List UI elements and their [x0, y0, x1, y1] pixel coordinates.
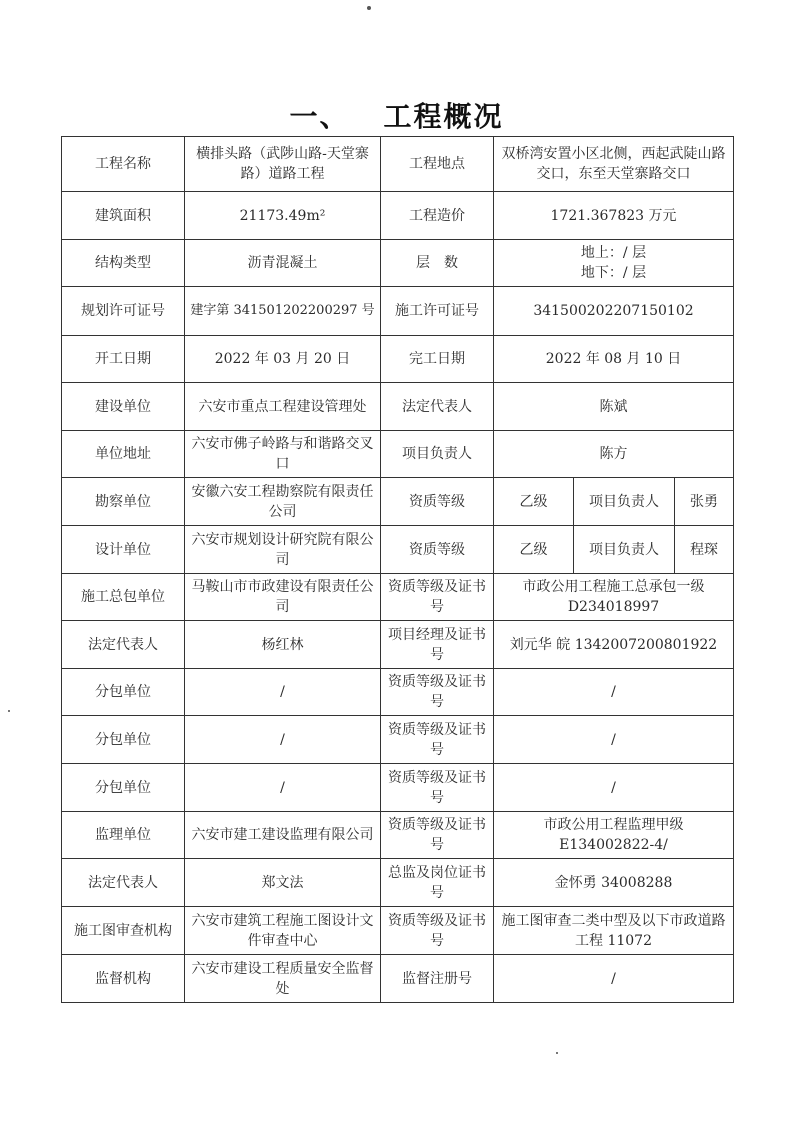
table-row: [62, 716, 734, 764]
field-label: 完工日期: [381, 336, 494, 383]
table-row: [62, 621, 734, 669]
field-label: 资质等级: [381, 526, 494, 574]
field-value: 双桥湾安置小区北侧，西起武陡山路交口，东至天堂寨路交口: [494, 137, 734, 192]
field-label: 建设单位: [62, 383, 185, 431]
field-value: 1721.367823 万元: [494, 192, 734, 240]
field-value: /: [494, 716, 734, 764]
field-value: /: [185, 764, 381, 812]
field-label: 施工总包单位: [62, 574, 185, 621]
field-label: 单位地址: [62, 431, 185, 478]
field-label: 资质等级: [381, 478, 494, 526]
field-value: 陈方: [494, 431, 734, 478]
table-row: [62, 764, 734, 812]
table-row: [62, 907, 734, 955]
field-value: 六安市建设工程质量安全监督处: [185, 955, 381, 1003]
field-value: /: [185, 716, 381, 764]
field-label: 施工图审查机构: [62, 907, 185, 955]
field-label: 项目负责人: [574, 526, 675, 574]
table-row: [62, 240, 734, 287]
field-value: 马鞍山市市政建设有限责任公司: [185, 574, 381, 621]
floors-below: 地下：/ 层: [580, 265, 647, 281]
field-label: 层 数: [381, 240, 494, 287]
field-value: 六安市佛子岭路与和谐路交叉口: [185, 431, 381, 478]
field-value: 安徽六安工程勘察院有限责任公司: [185, 478, 381, 526]
table-row: [62, 669, 734, 716]
field-label: 资质等级及证书号: [381, 812, 494, 859]
field-value: /: [494, 764, 734, 812]
field-label: 资质等级及证书号: [381, 764, 494, 812]
field-value: /: [185, 669, 381, 716]
field-label: 总监及岗位证书号: [381, 859, 494, 907]
table-row: [62, 955, 734, 1003]
field-label: 项目负责人: [574, 478, 675, 526]
table-row: [62, 383, 734, 431]
field-value: 市政公用工程监理甲级 E134002822-4/: [494, 812, 734, 859]
field-value: 21173.49m²: [185, 192, 381, 240]
field-value: 陈斌: [494, 383, 734, 431]
field-label: 资质等级及证书号: [381, 669, 494, 716]
field-value: 乙级: [494, 526, 574, 574]
floors-above: 地上：/ 层: [580, 245, 647, 261]
project-overview-table: [61, 136, 734, 1003]
field-value: 六安市建筑工程施工图设计文件审查中心: [185, 907, 381, 955]
field-label: 结构类型: [62, 240, 185, 287]
field-value: [494, 240, 734, 287]
table-row: [62, 137, 734, 192]
field-value: 六安市重点工程建设管理处: [185, 383, 381, 431]
field-label: 施工许可证号: [381, 287, 494, 336]
field-label: 法定代表人: [62, 621, 185, 669]
field-label: 分包单位: [62, 764, 185, 812]
table-row: [62, 431, 734, 478]
table-row: [62, 478, 734, 526]
field-value: 2022 年 03 月 20 日: [185, 336, 381, 383]
field-value: 沥青混凝土: [185, 240, 381, 287]
field-label: 设计单位: [62, 526, 185, 574]
field-label: 分包单位: [62, 669, 185, 716]
field-value: 2022 年 08 月 10 日: [494, 336, 734, 383]
field-label: 工程名称: [62, 137, 185, 192]
field-value: 乙级: [494, 478, 574, 526]
scan-speck: [367, 6, 371, 10]
table-row: [62, 574, 734, 621]
title-number: 一、: [289, 100, 350, 133]
field-label: 资质等级及证书号: [381, 574, 494, 621]
field-value: 六安市规划设计研究院有限公司: [185, 526, 381, 574]
field-value: 市政公用工程施工总承包一级 D234018997: [494, 574, 734, 621]
field-label: 资质等级及证书号: [381, 716, 494, 764]
field-value: 341500202207150102: [494, 287, 734, 336]
field-value: 刘元华 皖 1342007200801922: [494, 621, 734, 669]
field-label: 法定代表人: [381, 383, 494, 431]
field-value: 金怀勇 34008288: [494, 859, 734, 907]
field-value: 建字第 341501202200297 号: [185, 287, 381, 336]
field-value: 张勇: [675, 478, 734, 526]
table-row: [62, 812, 734, 859]
table-row: [62, 287, 734, 336]
field-label: 资质等级及证书号: [381, 907, 494, 955]
field-value: /: [494, 955, 734, 1003]
field-label: 监督机构: [62, 955, 185, 1003]
table-row: [62, 859, 734, 907]
field-value: /: [494, 669, 734, 716]
field-label: 工程造价: [381, 192, 494, 240]
field-value: 郑文法: [185, 859, 381, 907]
field-label: 建筑面积: [62, 192, 185, 240]
field-label: 工程地点: [381, 137, 494, 192]
field-label: 项目经理及证书号: [381, 621, 494, 669]
field-label: 监理单位: [62, 812, 185, 859]
table-row: [62, 526, 734, 574]
field-value: 程琛: [675, 526, 734, 574]
field-value: 横排头路（武陟山路-天堂寨路）道路工程: [185, 137, 381, 192]
field-value: 施工图审查二类中型及以下市政道路工程 11072: [494, 907, 734, 955]
field-label: 分包单位: [62, 716, 185, 764]
page-title: [0, 95, 793, 135]
field-label: 法定代表人: [62, 859, 185, 907]
title-text: 工程概况: [383, 100, 504, 133]
field-label: 项目负责人: [381, 431, 494, 478]
scan-speck: [556, 1052, 558, 1054]
field-label: 规划许可证号: [62, 287, 185, 336]
field-value: 六安市建工建设监理有限公司: [185, 812, 381, 859]
field-label: 开工日期: [62, 336, 185, 383]
scan-speck: [8, 710, 10, 712]
field-label: 勘察单位: [62, 478, 185, 526]
field-label: 监督注册号: [381, 955, 494, 1003]
table-row: [62, 192, 734, 240]
table-row: [62, 336, 734, 383]
field-value: 杨红林: [185, 621, 381, 669]
